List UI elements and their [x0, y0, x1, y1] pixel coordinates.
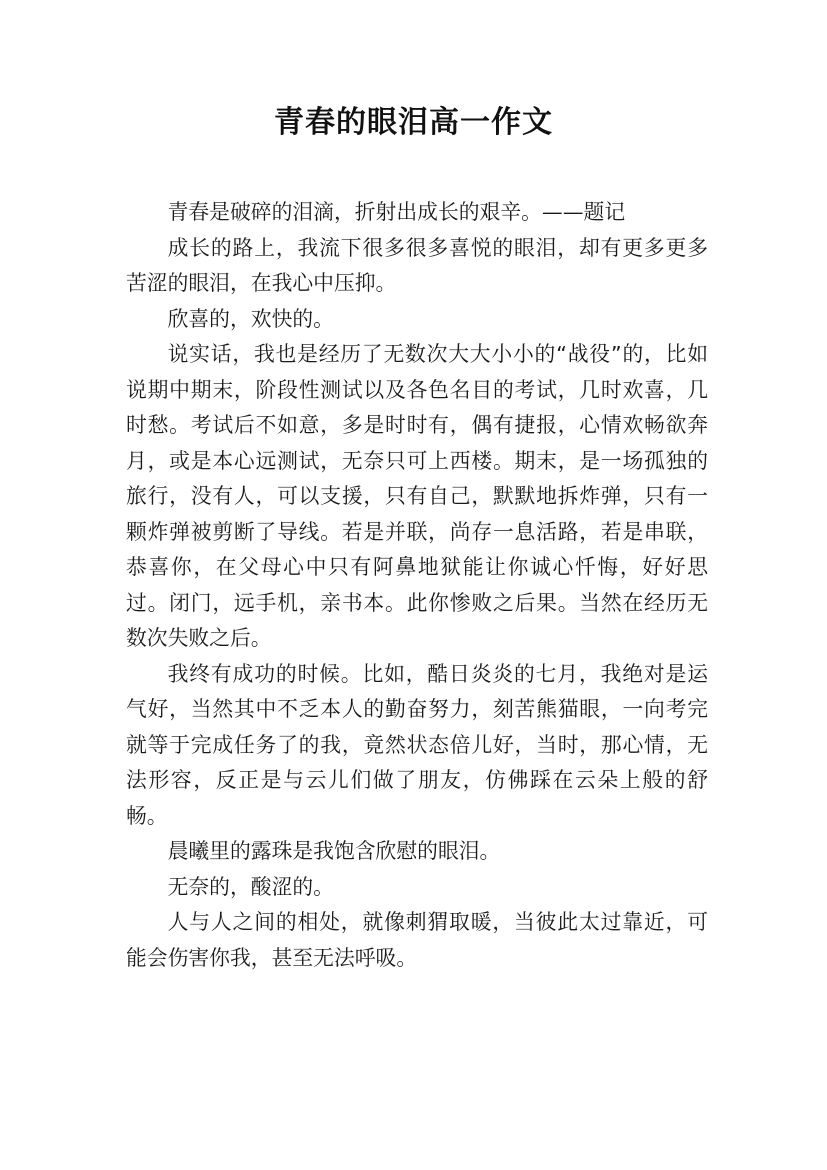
paragraph: 人与人之间的相处，就像刺猬取暖，当彼此太过靠近，可能会伤害你我，甚至无法呼吸。	[126, 910, 708, 970]
paragraph: 无奈的，酸涩的。	[167, 874, 334, 899]
paragraph: 欣喜的，欢快的。	[167, 306, 334, 331]
paragraph: 成长的路上，我流下很多很多喜悦的眼泪，却有更多更多苦涩的眼泪，在我心中压抑。	[126, 235, 708, 295]
paragraph: 青春是破碎的泪滴，折射出成长的艰辛。——题记	[167, 200, 626, 224]
paragraph: 我终有成功的时候。比如，酷日炎炎的七月，我绝对是运气好，当然其中不乏本人的勤奋努力，刻苦熊猫眼，一向考完就等于完成任务了的我，竟然状态倍儿好，当时，那心情，无法形容，反正是与云儿们做了朋友，仿佛踩在云朵上般的舒畅。	[126, 661, 708, 828]
document-body	[126, 195, 708, 976]
paragraph: 说实话，我也是经历了无数次大大小小的“战役”的，比如说期中期末，阶段性测试以及各色名目的考试，几时欢喜，几时愁。考试后不如意，多是时时有，偶有捷报，心情欢畅欲奔月，或是本心远测试，无奈只可上西楼。期末，是一场孤独的旅行，没有人，可以支援，只有自己，默默地拆炸弹，只有一颗炸弹被剪断了导线。若是并联，尚存一息活路，若是串联，恭喜你，在父母心中只有阿鼻地狱能让你诚心忏悔，好好思过。闭门，远手机，亲书本。此你惨败之后果。当然在经历无数次失败之后。	[126, 342, 708, 650]
paragraph: 晨曦里的露珠是我饱含欣慰的眼泪。	[167, 839, 501, 863]
document-title: 青春的眼泪高一作文	[274, 105, 553, 140]
